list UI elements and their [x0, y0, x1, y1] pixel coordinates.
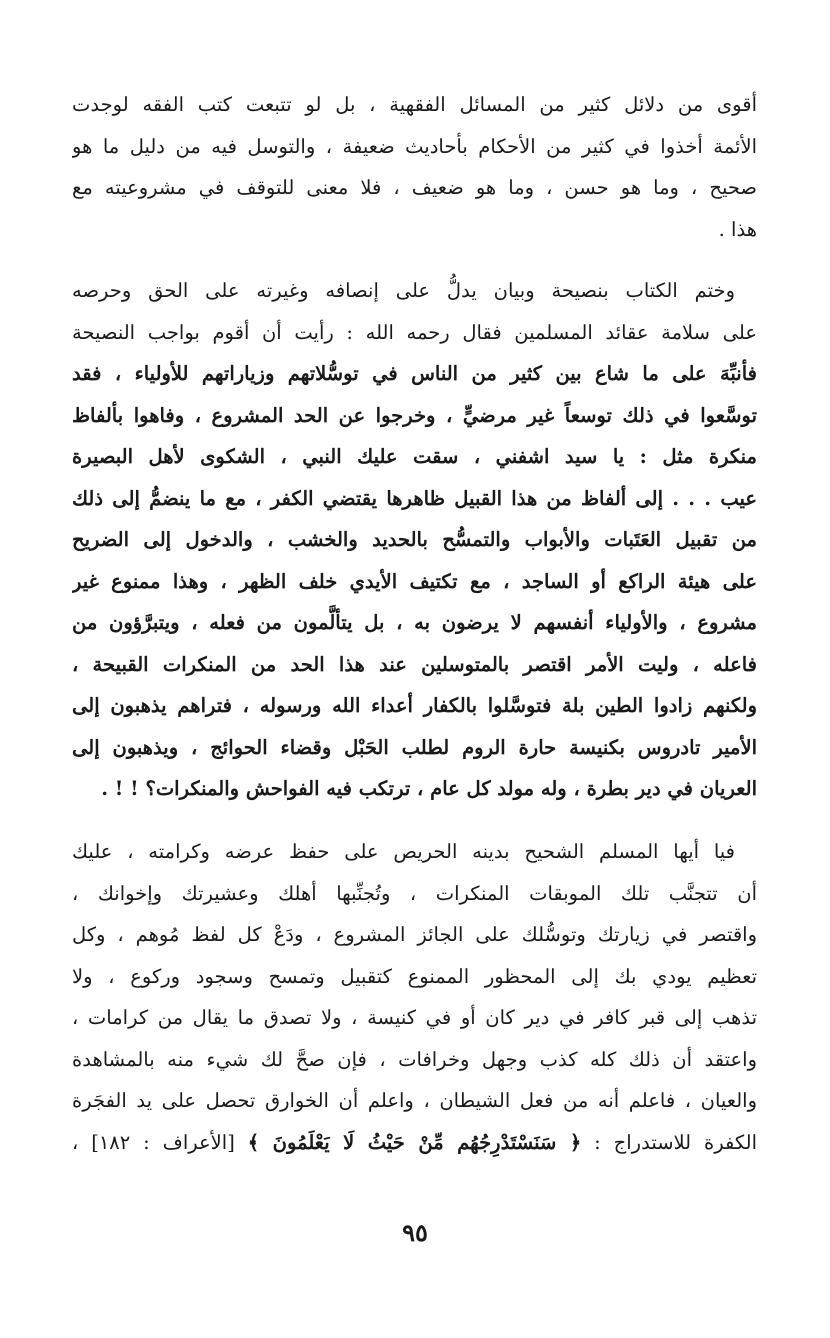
- text-line: والعيان ، فاعلم أنه من فعل الشيطان ، واعلم أن الخوارق تحصل على يد الفجَرة: [72, 1089, 757, 1112]
- text-line: أن تتجنَّب تلك الموبقات المنكرات ، وتُجنِّبها أهلك وعشيرتك وإخوانك ،: [72, 881, 757, 905]
- text-line: العريان في دير بطرة ، وله مولد كل عام ، ترتكب فيه الفواحش والمنكرات؟ ! ! .: [101, 777, 757, 800]
- final-line-before: الكفرة للاستدراج :: [581, 1130, 757, 1154]
- text-line: أقوى من دلائل كثير من المسائل الفقهية ، بل لو تتبعت كتب الفقه لوجدت: [72, 93, 757, 116]
- text-line: تعظيم يودي بك إلى المحظور الممنوع كتقبيل وتمسح وسجود وركوع ، ولا: [72, 964, 757, 988]
- text-line: وختم الكتاب بنصيحة وبيان يدلُّ على إنصافه وغيرته على الحق وحرصه: [72, 279, 735, 302]
- text-line: الأئمة أخذوا في كثير من الأحكام بأحاديث ضعيفة ، والتوسل فيه من دليل ما هو: [72, 134, 757, 158]
- text-line: على سلامة عقائد المسلمين فقال رحمه الله : رأيت أن أقوم بواجب النصيحة: [72, 320, 757, 344]
- text-line: منكرة مثل : يا سيد اشفني ، سقت عليك النبي ، الشكوى لأهل البصيرة: [72, 445, 757, 468]
- final-text-line: [72, 1122, 757, 1164]
- text-line: عيب . . . إلى ألفاظ من هذا القبيل ظاهرها يقتضي الكفر ، مع ما ينضمُّ إلى ذلك: [72, 486, 757, 510]
- text-line: الأمير تادروس بكنيسة حارة الروم لطلب الحَبْل وقضاء الحوائج ، ويذهبون إلى: [72, 735, 757, 759]
- text-line: توسَّعوا في ذلك توسعاً غير مرضيٍّ ، وخرجوا عن الحد المشروع ، وفاهوا بألفاظ: [72, 403, 757, 427]
- quran-verse: ﴿ سَنَسْتَدْرِجُهُم مِّنْ حَيْثُ لَا يَعْلَمُونَ ﴾: [247, 1130, 582, 1154]
- text-line: واقتصر في زيارتك وتوسُّلك على الجائز المشروع ، ودَعْ كل لفظ مُوهم ، وكل: [72, 923, 757, 946]
- text-line: فاعله ، وليت الأمر اقتصر بالمتوسلين عند هذا الحد من المنكرات القبيحة ،: [72, 652, 757, 676]
- text-line: ولكنهم زادوا الطين بلة فتوسَّلوا بالكفار أعداء الله ورسوله ، فتراهم يذهبون إلى: [72, 694, 757, 717]
- text-line: من تقبيل العَتَبات والأبواب والتمسُّح بالحديد والخشب ، والدخول إلى الضريح: [72, 528, 757, 551]
- text-line: هذا .: [718, 217, 757, 241]
- paragraph-2: [72, 270, 757, 810]
- verse-reference: [الأعراف : ١٨٢] ،: [72, 1130, 248, 1154]
- paragraph-3: [72, 831, 757, 1163]
- paragraph-1: [72, 84, 757, 250]
- text-line: صحيح ، وما هو حسن ، وما هو ضعيف ، فلا معنى للتوقف في مشروعيته مع: [72, 176, 757, 199]
- text-line: على هيئة الراكع أو الساجد ، مع تكتيف الأيدي خلف الظهر ، وهذا ممنوع غير: [72, 569, 757, 593]
- page-number: ٩٥: [402, 1218, 428, 1247]
- text-line: فأنبِّهَ على ما شاع بين كثير من الناس في توسُّلاتهم وزياراتهم للأولياء ، فقد: [72, 362, 757, 385]
- text-line: مشروع ، والأولياء أنفسهم لا يرضون به ، بل يتألَّمون من فعله ، ويتبرَّؤون من: [72, 611, 757, 634]
- text-line: فيا أيها المسلم الشحيح بدينه الحريص على حفظ عرضه وكرامته ، عليك: [72, 840, 735, 863]
- text-line: واعتقد أن ذلك كله كذب وجهل وخرافات ، فإن صحَّ لك شيء منه بالمشاهدة: [72, 1047, 757, 1071]
- text-line: تذهب إلى قبر كافر في دير كان أو في كنيسة ، ولا تصدق ما يقال من كرامات ،: [72, 1006, 757, 1029]
